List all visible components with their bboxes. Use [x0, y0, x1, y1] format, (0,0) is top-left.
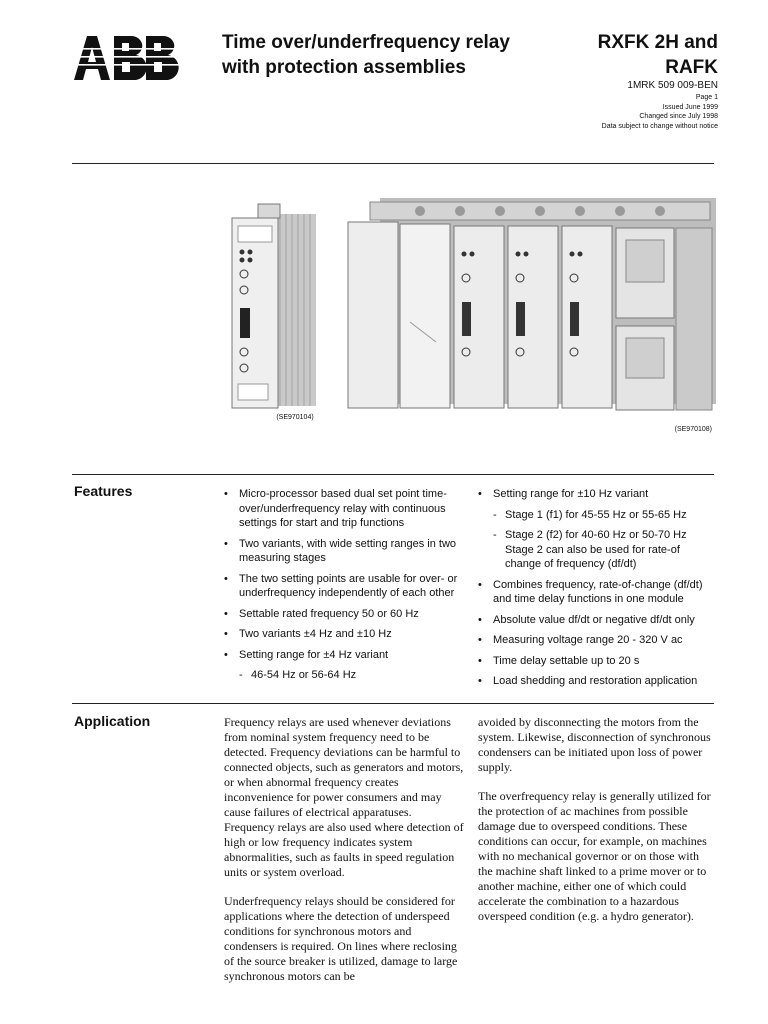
paragraph: Frequency relays are used whenever deviations from nominal system frequency need to be detected. Frequency deviations can be harmful to connected objects, such as generators and motors, or when abnormal frequency creates inconvenience for power consumers and may cause failures of electrical apparatuses. Frequency relays are also used where detection of high or low frequency indicates system abnormalities, such as faults in speed regulation units or system overload.: [224, 715, 464, 879]
paragraph: Underfrequency relays should be considered for applications where the detection of underspeed conditions for synchronous motors and condensers is required. On lines where reclosing of the source breaker is utilized, damage to large synchronous motors can be: [224, 894, 458, 983]
photo-caption-2: (SE970108): [674, 426, 712, 433]
feature-subitem: - Stage 1 (f1) for 45-55 Hz or 55-65 Hz: [493, 508, 687, 521]
features-list-right: [478, 487, 716, 695]
feature-item: • Settable rated frequency 50 or 60 Hz: [224, 607, 419, 620]
relay-assembly-photo: [340, 192, 716, 418]
issued-date: Issued June 1999: [662, 103, 718, 111]
product-code: RXFK 2H and RAFK: [597, 32, 718, 78]
feature-item: • Two variants, with wide setting ranges in two measuring stages: [224, 537, 457, 564]
feature-item: • Micro-processor based dual set point time-over/underfrequency relay with continuous settings for start and trip functions: [224, 488, 447, 529]
application-text-left: [224, 715, 464, 998]
abb-logo: [72, 34, 184, 80]
header-divider: [72, 163, 714, 164]
feature-item: • The two setting points are usable for over- or underfrequency independently of each other: [224, 572, 458, 599]
feature-item: • Load shedding and restoration application: [478, 675, 698, 687]
disclaimer: Data subject to change without notice: [601, 122, 718, 130]
feature-item: • Setting range for ±4 Hz variant: [224, 648, 389, 661]
feature-item: • Setting range for ±10 Hz variant: [478, 488, 649, 500]
application-divider: [72, 703, 714, 704]
feature-item: • Absolute value df/dt or negative df/dt only: [478, 613, 695, 626]
page-number: Page 1: [695, 94, 718, 101]
feature-item: • Combines frequency, rate-of-change (df/dt) and time delay functions in one module: [478, 578, 703, 605]
feature-item: • Measuring voltage range 20 - 320 V ac: [478, 634, 683, 646]
application-heading: Application: [74, 713, 151, 729]
document-number: 1MRK 509 009-BEN: [627, 80, 718, 91]
features-divider: [72, 474, 714, 475]
changed-date: Changed since July 1998: [639, 113, 718, 120]
features-heading: Features: [74, 483, 133, 499]
application-text-right: [478, 715, 716, 938]
paragraph: The overfrequency relay is generally utilized for the protection of ac machines from possible damage due to overspeed conditions. These conditions can occur, for example, on machines with no mechanical governor or on those with the machine shaft linked to a prime mover or to another machine, either one of which could accelerate the combination to a hazardous overspeed condition (e.g. a hydro generator).: [478, 789, 711, 923]
paragraph: avoided by disconnecting the motors from the system. Likewise, disconnection of synchronous condensers can be initiated upon loss of power supply.: [478, 715, 711, 774]
document-meta: [560, 93, 718, 131]
feature-item: • Two variants ±4 Hz and ±10 Hz: [224, 628, 392, 640]
features-list-left: [224, 487, 464, 689]
feature-subitem: - 46-54 Hz or 56-64 Hz: [239, 669, 357, 681]
feature-subitem: - Stage 2 (f2) for 40-60 Hz or 50-70 Hz Stage 2 can also be used for rate-of change of frequency (df/dt): [493, 529, 687, 570]
relay-module-photo: [228, 200, 320, 412]
document-title: Time over/underfrequency relay with protection assemblies: [222, 32, 510, 78]
photo-caption-1: (SE970104): [276, 414, 314, 421]
feature-item: • Time delay settable up to 20 s: [478, 654, 640, 667]
